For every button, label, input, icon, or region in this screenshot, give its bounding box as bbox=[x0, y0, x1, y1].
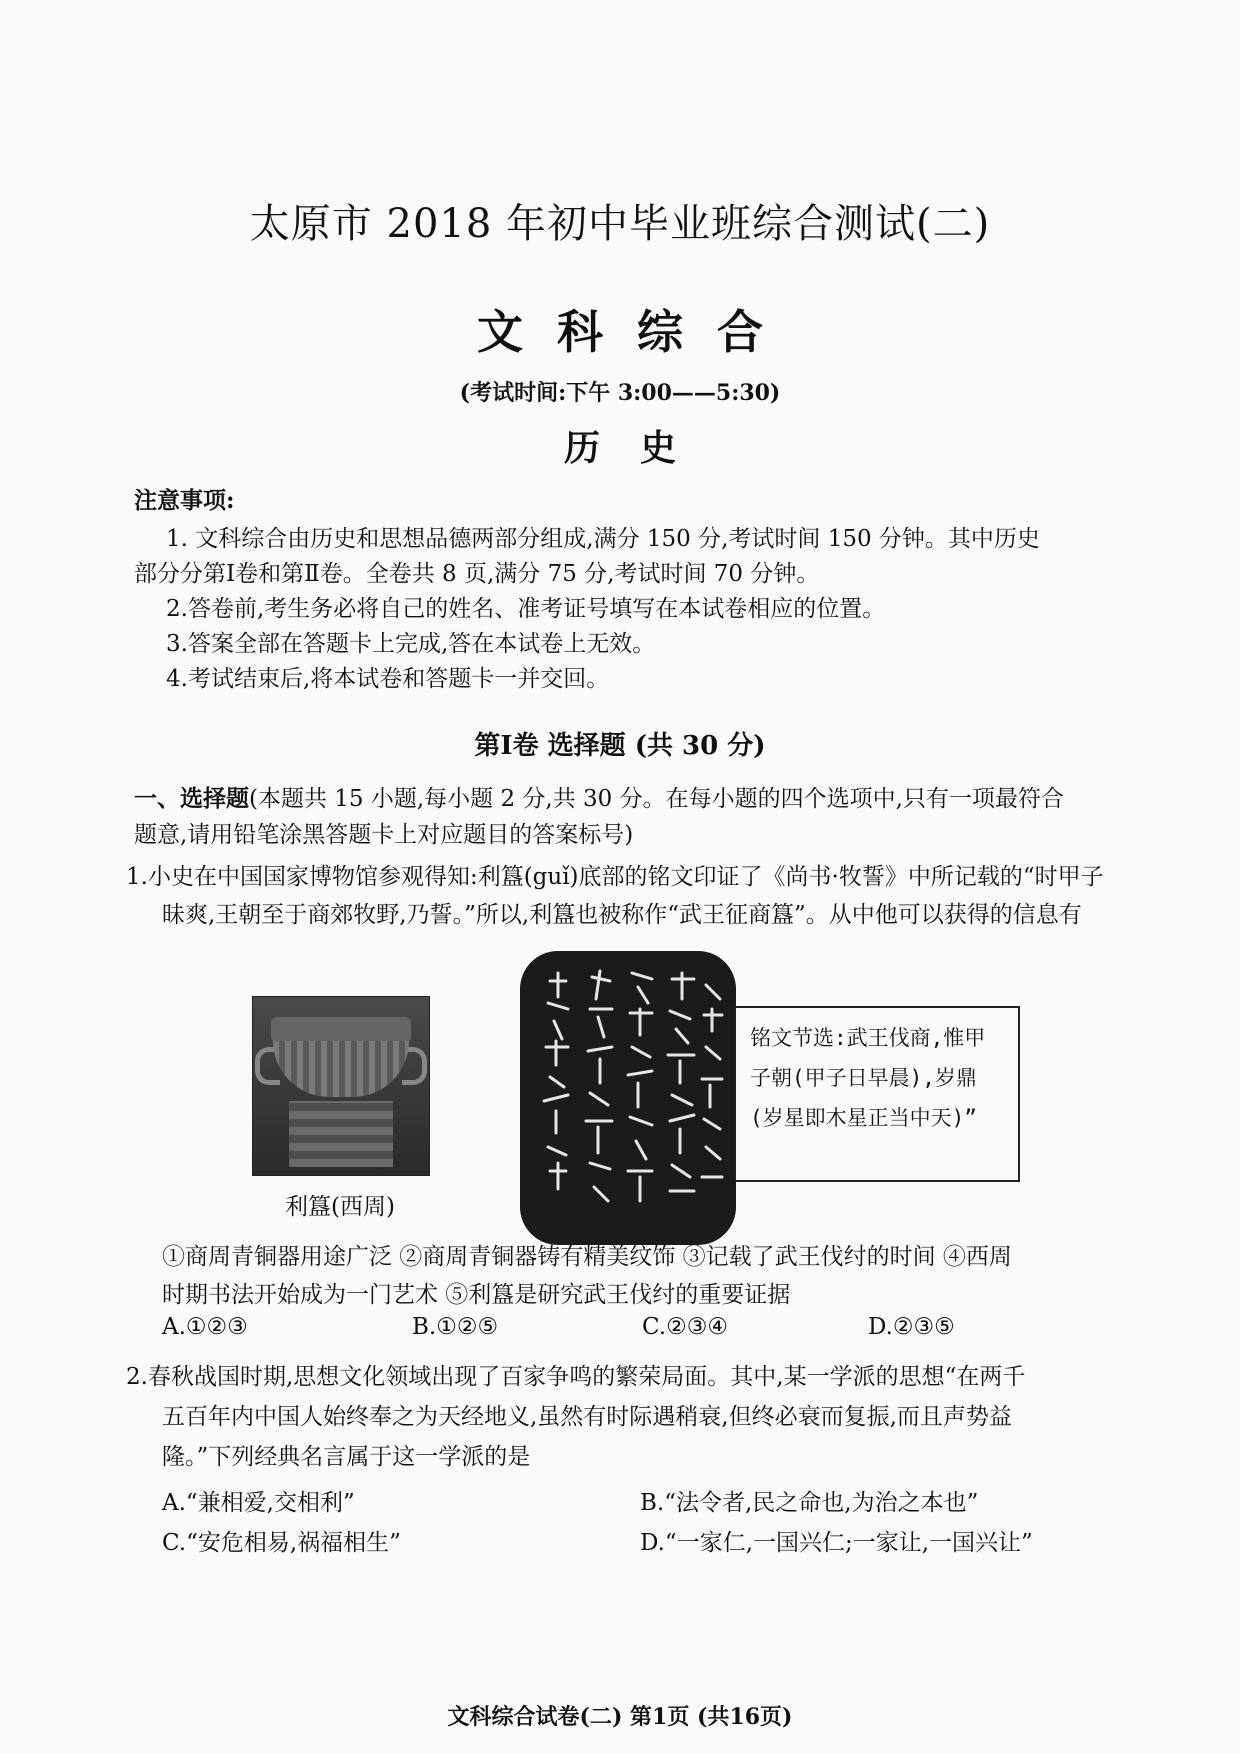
q1-option-d: D.②③⑤ bbox=[868, 1314, 955, 1340]
q1-option-a: A.①②③ bbox=[162, 1314, 248, 1340]
q2-stem-line3: 隆。”下列经典名言属于这一学派的是 bbox=[162, 1444, 531, 1470]
notes-heading: 注意事项: bbox=[134, 487, 235, 514]
q2-stem-line1: 2.春秋战国时期,思想文化领域出现了百家争鸣的繁荣局面。其中,某一学派的思想“在两千 bbox=[126, 1364, 1026, 1390]
q1-stem-line1: 1.小史在中国国家博物馆参观得知:利簋(guǐ)底部的铭文印证了《尚书·牧誓》中所记载的“时甲子 bbox=[126, 864, 1104, 890]
exam-title: 太原市 2018 年初中毕业班综合测试(二) bbox=[249, 201, 991, 247]
note-line: 3.答案全部在答题卡上完成,答在本试卷上无效。 bbox=[166, 631, 656, 657]
part1-intro-text: (本题共 15 小题,每小题 2 分,共 30 分。在每小题的四个选项中,只有一项最符合 bbox=[249, 786, 1064, 812]
subject-title: 文科综合 bbox=[477, 305, 797, 359]
inscription-rubbing-image bbox=[520, 951, 736, 1245]
q1-stem-line2: 昧爽,王朝至于商郊牧野,乃誓。”所以,利簋也被称作“武王征商簋”。从中他可以获得的信息有 bbox=[162, 902, 1082, 928]
note-line: 2.答卷前,考生务必将自己的姓名、准考证号填写在本试卷相应的位置。 bbox=[166, 596, 886, 622]
q1-option-c: C.②③④ bbox=[642, 1314, 728, 1340]
q2-option-c: C.“安危相易,祸福相生” bbox=[162, 1530, 401, 1556]
q2-option-a: A.“兼相爱,交相利” bbox=[162, 1490, 355, 1516]
part1-heading: 第Ⅰ卷 选择题 (共 30 分) bbox=[474, 731, 766, 761]
q2-option-d: D.“一家仁,一国兴仁;一家让,一国兴让” bbox=[640, 1530, 1033, 1556]
inscription-excerpt-box: 铭文节选:武王伐商,惟甲子朝(甲子日早晨),岁鼎(岁星即木星正当中天)” bbox=[734, 1006, 1020, 1182]
note-line: 1. 文科综合由历史和思想品德两部分组成,满分 150 分,考试时间 150 分钟。其中历史 bbox=[166, 526, 1040, 552]
q1-statements-line2: 时期书法开始成为一门艺术 ⑤利簋是研究武王伐纣的重要证据 bbox=[162, 1282, 791, 1308]
note-line: 部分分第Ⅰ卷和第Ⅱ卷。全卷共 8 页,满分 75 分,考试时间 70 分钟。 bbox=[134, 561, 820, 587]
note-line: 4.考试结束后,将本试卷和答题卡一并交回。 bbox=[166, 666, 610, 692]
q1-option-b: B.①②⑤ bbox=[412, 1314, 499, 1340]
li-gui-vessel-image bbox=[252, 996, 430, 1176]
part1-intro-line2: 题意,请用铅笔涂黑答题卡上对应题目的答案标号) bbox=[134, 822, 634, 848]
exam-time: (考试时间:下午 3:00——5:30) bbox=[459, 380, 781, 406]
section-title: 历史 bbox=[563, 427, 716, 469]
part1-intro-label: 一、选择题 bbox=[134, 785, 249, 812]
q1-statements-line1: ①商周青铜器用途广泛 ②商周青铜器铸有精美纹饰 ③记载了武王伐纣的时间 ④西周 bbox=[162, 1244, 1012, 1270]
q2-stem-line2: 五百年内中国人始终奉之为天经地义,虽然有时际遇稍衰,但终必衰而复振,而且声势益 bbox=[162, 1404, 1012, 1430]
q2-option-b: B.“法令者,民之命也,为治之本也” bbox=[640, 1490, 979, 1516]
page-footer: 文科综合试卷(二) 第1页 (共16页) bbox=[447, 1704, 793, 1730]
part1-intro bbox=[134, 780, 1064, 813]
photo-caption: 利簋(西周) bbox=[285, 1194, 395, 1220]
